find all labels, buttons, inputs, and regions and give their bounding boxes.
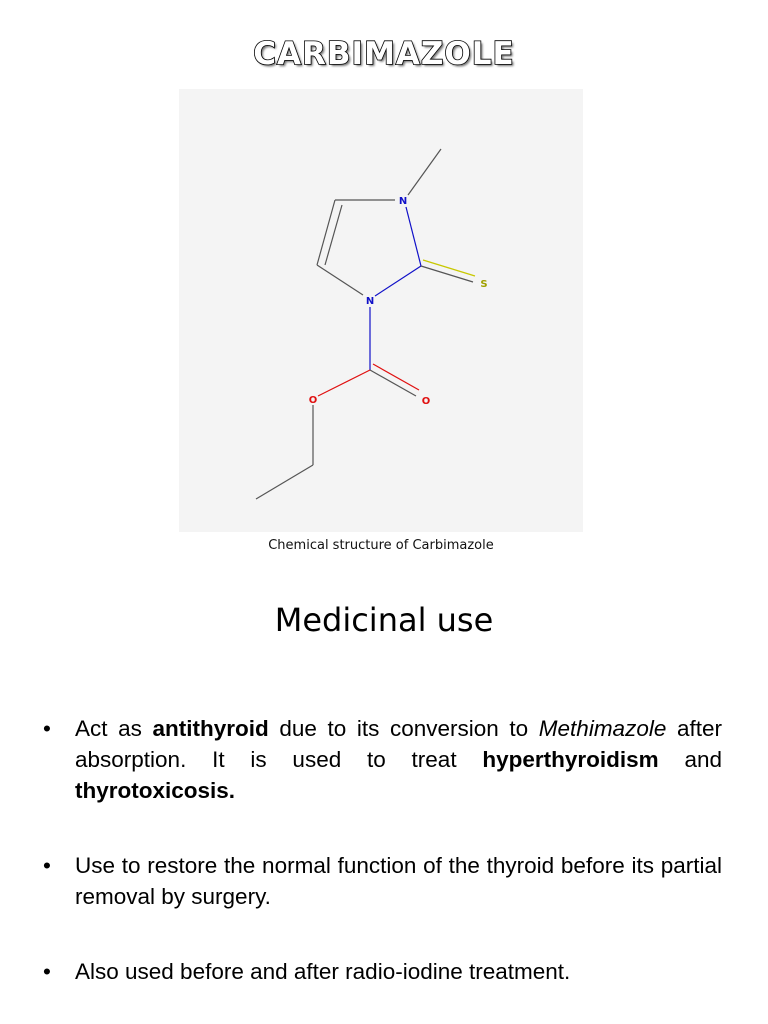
carbimazole-structure-diagram: [179, 89, 583, 532]
atom-s-label: S: [480, 279, 488, 290]
bond-c4-c5: [317, 200, 335, 265]
bold-term: hyperthyroidism: [482, 747, 659, 772]
bullet-marker: •: [43, 959, 51, 984]
bond-n3-c2: [375, 266, 421, 296]
figure-caption: Chemical structure of Carbimazole: [268, 538, 494, 553]
bond-c5-n3: [317, 265, 363, 295]
bond-carbonyl-o: [370, 370, 416, 396]
bullet-text: Act as: [75, 716, 153, 741]
bold-term: antithyroid: [152, 716, 269, 741]
atom-n3-label: N: [365, 296, 375, 307]
atom-o-ester-label: O: [308, 395, 318, 406]
bullet-text: after absorption. It is used to treat: [75, 716, 722, 772]
bold-term: thyrotoxicosis.: [75, 778, 236, 803]
bullet-text: and: [658, 747, 722, 772]
atom-n1-label: N: [398, 196, 408, 207]
bullet-marker: •: [43, 853, 51, 878]
bullet-list: [40, 713, 722, 987]
bullet-text: due to its conversion to: [268, 716, 539, 741]
bullet-item-antithyroid: [40, 713, 722, 806]
bullet-marker: •: [43, 716, 51, 741]
bond-c2-s: [421, 266, 473, 282]
italic-term: Methimazole: [538, 716, 667, 741]
bond-ch2-ch3: [256, 465, 313, 499]
slide-title: CARBIMAZOLE: [253, 36, 515, 72]
bullet-text: Use to restore the normal function of the thyroid before its partial removal by surgery.: [75, 853, 722, 909]
bond-n1-methyl: [408, 149, 441, 195]
bullet-text: Also used before and after radio-iodine treatment.: [75, 959, 571, 984]
bond-n1-c2: [406, 207, 421, 266]
bond-c2-s-double: [423, 260, 475, 276]
atom-o-carbonyl-label: O: [421, 396, 431, 407]
section-heading: Medicinal use: [274, 601, 494, 639]
bullet-item-radioiodine: [40, 956, 722, 987]
chemical-structure-figure: [179, 89, 583, 532]
bullet-item-surgery: [40, 850, 722, 912]
bond-carbonyl-oester: [318, 370, 370, 396]
bond-carbonyl-o-double: [373, 364, 419, 390]
bond-c4-c5-double: [325, 205, 342, 265]
